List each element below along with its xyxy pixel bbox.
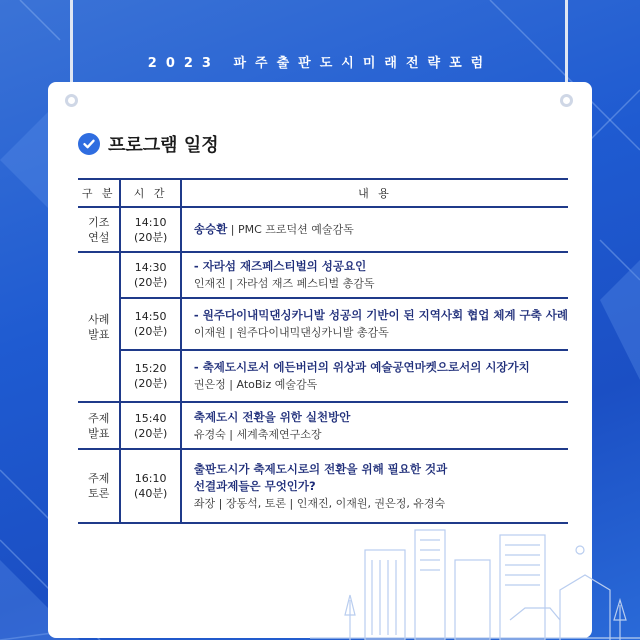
- header-content: 내 용: [181, 179, 568, 207]
- talk-title: - 원주다이내믹댄싱카니발 성공의 기반이 된 지역사회 협업 체계 구축 사례: [193, 308, 568, 322]
- table-row: [78, 350, 568, 402]
- header-time: 시 간: [120, 179, 181, 207]
- speaker-role: | PMC 프로덕션 예술감독: [227, 223, 354, 236]
- content-cell: [181, 252, 568, 298]
- speaker-info: 권은정 | AtoBiz 예술감독: [193, 378, 318, 391]
- table-row: [78, 449, 568, 523]
- speaker-info: 유경숙 | 세계축제연구소장: [193, 427, 322, 441]
- time-cell: 14:10 (20분): [120, 207, 181, 252]
- forum-title: 2023 파주출판도시미래전략포럼: [147, 56, 493, 71]
- category-cell: 주제 발표: [78, 402, 120, 449]
- section-heading: 프로그램 일정: [108, 135, 219, 156]
- time-cell: 16:10 (40분): [120, 449, 181, 523]
- check-circle-icon: [78, 133, 100, 155]
- category-cell: 주제 토론: [78, 449, 120, 523]
- content-cell: [181, 350, 568, 402]
- content-cell: [181, 298, 568, 350]
- table-row: [78, 252, 568, 298]
- city-illustration: [310, 520, 640, 640]
- speaker-info: 인재진 | 자라섬 재즈 페스티벌 총감독: [193, 277, 375, 290]
- pin-left: [65, 94, 78, 107]
- header-category: 구 분: [78, 179, 120, 207]
- time-cell: 15:20 (20분): [120, 350, 181, 402]
- category-cell: 사례 발표: [78, 252, 120, 402]
- talk-title-cont: 선결과제들은 무엇인가?: [193, 478, 316, 493]
- time-cell: 14:30 (20분): [120, 252, 181, 298]
- time-cell: 15:40 (20분): [120, 402, 181, 449]
- section-title: [78, 131, 219, 157]
- speaker-name: 송승환: [193, 222, 228, 236]
- table-row: [78, 298, 568, 350]
- schedule-table: [78, 178, 568, 524]
- content-cell: [181, 402, 568, 449]
- speaker-info: 이재원 | 원주다이내믹댄싱카니발 총감독: [193, 326, 389, 339]
- talk-title: 축제도시 전환을 위한 실천방안: [193, 409, 351, 424]
- talk-title: - 자라섬 재즈페스티벌의 성공요인: [193, 259, 367, 273]
- content-cell: [181, 207, 568, 252]
- talk-title: 출판도시가 축제도시로의 전환을 위해 필요한 것과: [193, 461, 448, 476]
- table-row: [78, 207, 568, 252]
- discussion-panel: 좌장 | 장동석, 토론 | 인재진, 이재원, 권은정, 유경숙: [193, 496, 446, 510]
- table-header-row: [78, 179, 568, 207]
- talk-title: - 축제도시로서 에든버러의 위상과 예술공연마켓으로서의 시장가치: [193, 360, 530, 374]
- time-cell: 14:50 (20분): [120, 298, 181, 350]
- category-cell: 기조 연설: [78, 207, 120, 252]
- content-cell: [181, 449, 568, 523]
- pin-right: [560, 94, 573, 107]
- table-row: [78, 402, 568, 449]
